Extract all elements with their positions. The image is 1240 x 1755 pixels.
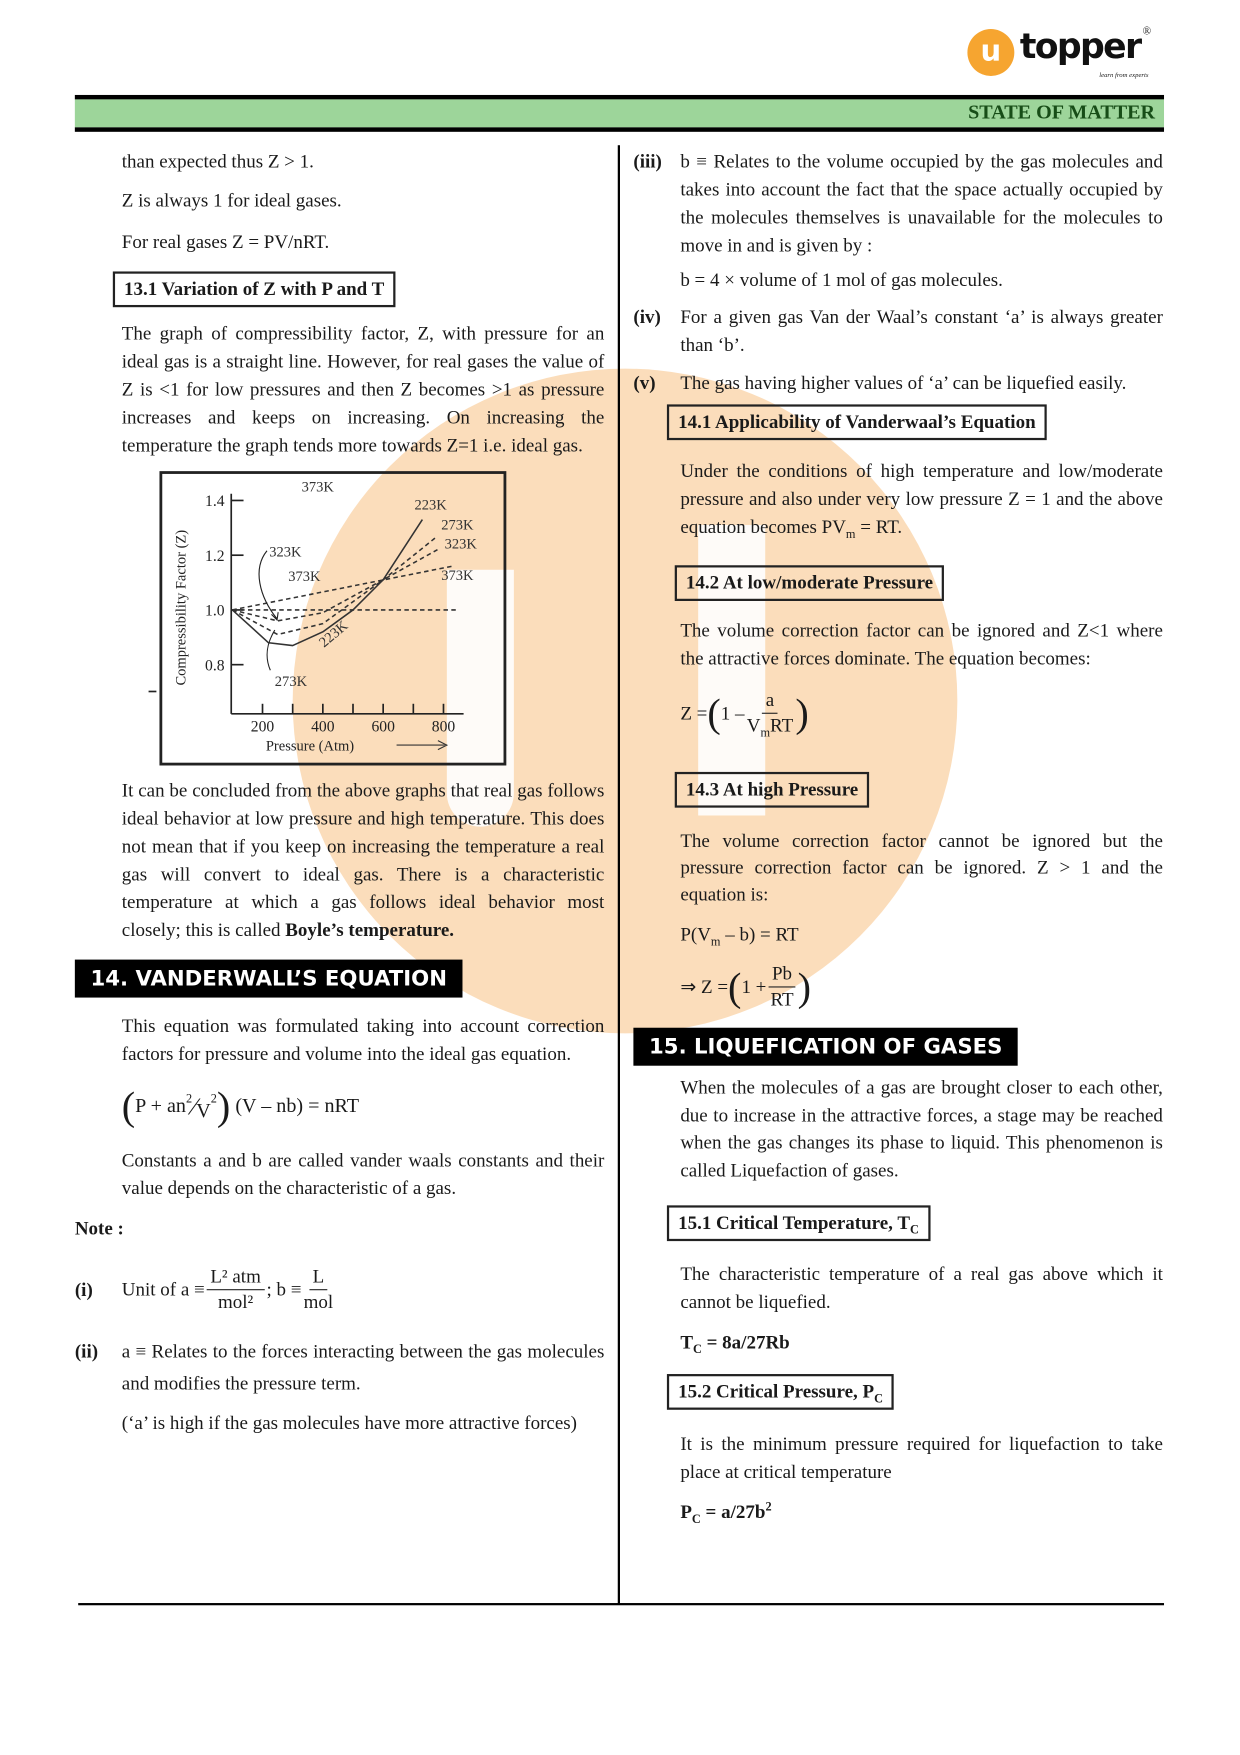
subscript: C [874, 1392, 883, 1406]
eq-term: P + an [135, 1094, 186, 1117]
logo-text [1020, 25, 1151, 76]
subscript: C [691, 1512, 701, 1527]
subscript: m [845, 527, 856, 542]
y-tick-label: 1.2 [205, 547, 225, 565]
paragraph-text: It can be concluded from the above graphs that real gas follows ideal behavior at low pressure and high temperature. This does not mean that if you keep on increasing the temperature a real gas will convert to ideal gas. There is a characteristic temperature at which a gas follows ideal behavior most closely; this is called [121, 779, 605, 941]
curve-label: 323K [444, 536, 477, 553]
x-axis-label: Pressure (Atm) [265, 738, 355, 755]
paragraph: For a given gas Van der Waal’s constant ‘a’ is always greater than ‘b’. [680, 306, 1163, 356]
denominator-text: RT [770, 714, 794, 737]
denominator-text: V [746, 714, 761, 737]
paragraph: (‘a’ is high if the gas molecules have more attractive forces) [121, 1412, 577, 1434]
paragraph: It is the minimum pressure required for liquefaction to take place at critical temperature [680, 1433, 1163, 1483]
note-item-iii [633, 147, 1163, 259]
paragraph: b ≡ Relates to the volume occupied by the gas molecules and takes into account the fact that the space actually occupied by the molecules themselves is unavailable for the molecules to move in and is given by : [680, 150, 1163, 256]
eq-term: T [680, 1331, 693, 1353]
numerator: L² atm [207, 1265, 264, 1291]
note-item-i [75, 1265, 605, 1315]
right-column [633, 147, 1163, 1526]
note-label: Note : [74, 1217, 124, 1239]
logo-wordmark: topper [1019, 26, 1141, 68]
series-line-373K [232, 566, 452, 610]
subscript: C [910, 1223, 919, 1238]
paragraph [680, 457, 1163, 541]
text: 1 – [720, 702, 745, 724]
denominator: mol² [217, 1291, 254, 1313]
eq-term: P [680, 1501, 692, 1523]
paren: ) [216, 1083, 231, 1129]
x-tick-label: 200 [250, 718, 275, 736]
critical-temperature-formula [680, 1328, 1163, 1356]
section-heading-14-2: 14.2 At low/moderate Pressure [675, 565, 945, 601]
paragraph: When the molecules of a gas are brought closer to each other, due to increase in the attractive forces, a stage may be reached when the gas changes its phase to liquid. This phenomenon is called Liquefaction of gases. [680, 1076, 1163, 1181]
section-heading-15-1 [667, 1205, 930, 1241]
text: 1 + [741, 976, 767, 998]
heading-text: 15.2 Critical Pressure, P [678, 1380, 875, 1402]
paragraph: The graph of compressibility factor, Z, with pressure for an ideal gas is a straight line. However, for real gases the value of Z is <1 for low pressures and then Z becomes >1 as pressure increases and keeps on increasing. On increasing the temperature the graph tends more towards Z=1 i.e. ideal gas. [121, 322, 605, 456]
chapter-banner [75, 99, 1164, 127]
item-label: (iv) [633, 306, 661, 328]
paren: ( [121, 1083, 136, 1129]
note-item-ii [75, 1335, 605, 1400]
subscript: m [710, 935, 721, 949]
paragraph: The volume correction factor can be ignored and Z<1 where the attractive forces dominate. The equation becomes: [680, 619, 1163, 670]
item-label: (ii) [74, 1340, 99, 1362]
y-tick-label: 1.4 [205, 493, 225, 511]
note-item-v [633, 368, 1163, 399]
paragraph: a ≡ Relates to the forces interacting between the gas molecules and modifies the pressure term. [121, 1340, 605, 1395]
paragraph: The characteristic temperature of a real gas above which it cannot be liquefied. [680, 1263, 1163, 1313]
section-heading-14-1: 14.1 Applicability of Vanderwaal’s Equation [667, 404, 1047, 440]
header-rule [75, 127, 1164, 131]
section-heading-14: 14. VANDERWALL’S EQUATION [75, 960, 463, 998]
x-tick-label: 800 [431, 718, 456, 736]
text-line: Z is always 1 for ideal gases. [121, 189, 342, 212]
curve-label: 373K [441, 567, 474, 584]
critical-pressure-formula [680, 1498, 1163, 1526]
logo-tagline: learn from experts [1099, 72, 1149, 80]
chapter-title: STATE OF MATTER [968, 100, 1156, 123]
unit-formula [122, 1265, 336, 1315]
text-line: b = 4 × volume of 1 mol of gas molecules. [680, 269, 1003, 291]
denominator [747, 714, 793, 739]
y-tick-label: 1.0 [205, 602, 225, 620]
text: ⇒ Z = [680, 976, 729, 998]
paragraph-text: Under the conditions of high temperature and low/moderate pressure and also under very low pressure Z = 1 and the above equation becomes PV [680, 460, 1163, 538]
subscript: m [760, 726, 771, 740]
curve-label: 273K [441, 517, 474, 534]
item-label: (iii) [633, 150, 662, 173]
text-line: For real gases Z = PV/nRT. [121, 231, 330, 253]
eq-term: V [196, 1099, 211, 1122]
footer-rule [78, 1603, 1164, 1605]
text: ; b ≡ [266, 1278, 302, 1300]
y-tick-label: 0.8 [205, 657, 225, 675]
section-heading-15-2 [667, 1374, 894, 1410]
section-heading-15: 15. LIQUEFICATION OF GASES [633, 1028, 1018, 1066]
numerator: L [309, 1265, 327, 1291]
series-line-273K [232, 536, 437, 634]
heading-text: 15.1 Critical Temperature, T [678, 1212, 911, 1234]
curve-label: 373K [288, 568, 321, 585]
text: Z = [680, 702, 708, 724]
paren: ( [707, 690, 721, 736]
paren: ) [797, 964, 812, 1010]
vanderwaals-equation [121, 1083, 605, 1129]
paragraph-text: = RT. [855, 516, 903, 538]
paragraph: This equation was formulated taking into account correction factors for pressure and volume into the ideal gas equation. [121, 1015, 605, 1065]
eq-sup: 2 [210, 1092, 217, 1107]
fraction [304, 1265, 334, 1315]
superscript: 2 [765, 1500, 772, 1515]
curve-label: 273K [274, 673, 308, 690]
logo-registered: ® [1142, 25, 1152, 38]
denominator: RT [770, 988, 794, 1010]
text: Unit of a ≡ [121, 1278, 205, 1300]
column-divider [618, 145, 620, 1604]
x-tick-label: 600 [371, 718, 395, 736]
eq-term: P(V [680, 923, 711, 946]
fraction [769, 962, 796, 1012]
section-heading-13-1: 13.1 Variation of Z with P and T [113, 271, 396, 307]
paren: ) [795, 690, 809, 736]
numerator: a [762, 688, 777, 714]
section-heading-14-3: 14.3 At high Pressure [675, 772, 870, 808]
x-tick-label: 400 [311, 718, 335, 736]
fraction [747, 688, 793, 738]
logo [967, 25, 1168, 85]
eq-term: = a/27b [700, 1501, 766, 1523]
denominator: mol [303, 1291, 334, 1313]
compressibility-chart [160, 471, 506, 765]
y-axis-label: Compressibility Factor (Z) [173, 529, 190, 686]
paragraph [122, 776, 605, 944]
boyle-temperature-term: Boyle’s temperature. [285, 919, 455, 941]
curve-label: 223K [316, 617, 352, 651]
note-item-iv [633, 303, 1163, 359]
numerator: Pb [769, 962, 796, 988]
series-line-223K [232, 520, 422, 646]
eq-sup: 2 [185, 1092, 193, 1107]
curve-label: 373K [301, 479, 334, 496]
item-label: (v) [633, 371, 656, 394]
paragraph: The volume correction factor cannot be ignored but the pressure correction factor can be ignored. Z > 1 and the equation is: [680, 830, 1163, 905]
paragraph: The gas having higher values of ‘a’ can be liquefied easily. [680, 371, 1127, 394]
curve-label: 223K [414, 497, 447, 514]
paragraph: Constants a and b are called vander waals constants and their value depends on the characteristic of a gas. [121, 1149, 605, 1199]
fraction [207, 1265, 264, 1315]
eq-term: = 8a/27Rb [701, 1331, 790, 1353]
left-column [75, 147, 605, 1438]
item-label: (i) [74, 1279, 93, 1301]
eq-slash: ⁄ [192, 1091, 197, 1120]
curve-label: 323K [269, 544, 302, 561]
eq-term: – b) = RT [720, 923, 799, 946]
logo-badge-icon: u [967, 29, 1014, 76]
paren: ( [728, 964, 742, 1010]
high-pressure-equation [680, 920, 1163, 948]
text-line: than expected thus Z > 1. [121, 150, 314, 173]
subscript: C [692, 1343, 702, 1357]
z-low-pressure-formula [680, 688, 1163, 738]
eq-term: (V – nb) = nRT [235, 1094, 360, 1117]
arrow-right-icon [397, 741, 447, 750]
z-high-pressure-formula [680, 962, 1163, 1012]
annotation-arrow [267, 630, 275, 670]
